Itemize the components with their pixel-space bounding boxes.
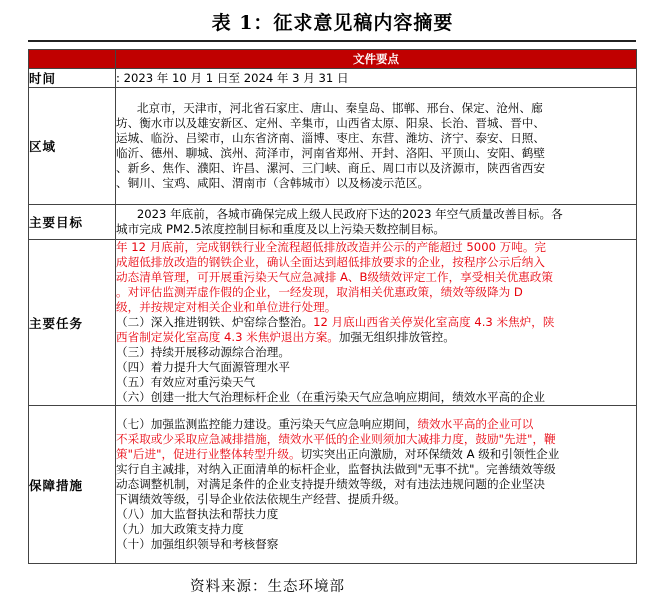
goal-content — [116, 205, 637, 240]
task-item-2-red-b: 西省制定炭化室高度 4.3 米焦炉退出方案。 — [116, 330, 339, 344]
safeguard-line-1 — [116, 417, 636, 432]
header-blank-cell — [29, 50, 116, 69]
goal-line: 城市完成 PM2.5浓度控制目标和重度及以上污染天数控制目标。 — [116, 222, 445, 236]
region-content — [116, 88, 637, 205]
region-line: 运城、临汾、吕梁市，山东省济南、淄博、枣庄、东营、潍坊、济宁、泰安、日照、 — [116, 131, 545, 145]
goal-line: 2023 年底前，各城市确保完成上级人民政府下达的2023 年空气质量改善目标。各 — [136, 207, 563, 221]
time-value: : 2023 年 10 月 1 日至 2024 年 3 月 31 日 — [116, 69, 637, 88]
task-item-2-suffix: 加强无组织排放管控。 — [338, 330, 455, 344]
region-line: 北京市，天津市，河北省石家庄、唐山、秦皇岛、邯郸、邢台、保定、沧州、廊 — [136, 101, 543, 115]
task-item: （五）有效应对重污染天气 — [116, 375, 256, 389]
label-time: 时间 — [29, 69, 116, 88]
task-red-line: 成超低排放改造的钢铁企业，确认全面达到超低排放要求的企业，按程序公示后纳入 — [116, 255, 545, 269]
task-item-2-prefix: （二）深入推进钢铁、炉窑综合整治。 — [116, 315, 314, 329]
row-time — [29, 69, 637, 88]
safeguard-line: 实行自主减排，对纳入正面清单的标杆企业，监督执法做到"无事不扰"。完善绩效等级 — [116, 462, 556, 476]
region-line: 、新乡、焦作、濮阳、许昌、漯河、三门峡、商丘、周口市以及济源市，陕西省西安 — [116, 161, 545, 175]
row-goal — [29, 205, 637, 240]
safeguard-line-3b: 切实突出正向激励，对环保绩效 A 级和引领性企业 — [300, 447, 560, 461]
label-tasks: 主要任务 — [29, 240, 116, 406]
safeguard-item: （十）加强组织领导和考核督察 — [116, 537, 279, 551]
tasks-content — [116, 240, 637, 406]
task-red-line: 年 12 月底前，完成钢铁行业全流程超低排放改造并公示的产能超过 5000 万吨。完 — [116, 240, 547, 254]
task-red-line: 动态清单管理，可开展重污染天气应急减排 A、B级绩效评定工作，享受相关优惠政策 — [116, 270, 553, 284]
safeguard-item: （八）加大监督执法和帮扶力度 — [116, 507, 279, 521]
table-header-row — [29, 50, 637, 69]
task-red-line: 级，并按规定对相关企业和单位进行处理。 — [116, 300, 337, 314]
safeguard-line-2: 不采取或少采取应急减排措施，绩效水平低的企业则须加大减排力度，鼓励"先进"，鞭 — [116, 432, 556, 446]
task-item: （六）创建一批大气治理标杆企业（在重污染天气应急响应期间，绩效水平高的企业 — [116, 390, 545, 404]
source-note: 资料来源：生态环境部 — [190, 579, 345, 595]
label-goal: 主要目标 — [29, 205, 116, 240]
safeguards-content — [116, 406, 637, 564]
row-region — [29, 88, 637, 205]
title-underline — [28, 40, 636, 42]
label-region: 区域 — [29, 88, 116, 205]
task-item: （四）着力提升大气面源管理水平 — [116, 360, 290, 374]
summary-table — [28, 49, 637, 564]
row-tasks — [29, 240, 637, 406]
task-item-2-cont — [116, 330, 636, 345]
region-line: 临沂、德州、聊城、滨州、菏泽市，河南省郑州、开封、洛阳、平顶山、安阳、鹤壁 — [116, 146, 545, 160]
safeguard-line-1a: （七）加强监测监控能力建设。重污染天气应急响应期间， — [116, 417, 418, 431]
safeguard-line-3a: 策"后进"，促进行业整体转型升级。 — [116, 447, 301, 461]
task-item: （三）持续开展移动源综合治理。 — [116, 345, 290, 359]
label-safeguards: 保障措施 — [29, 406, 116, 564]
row-safeguards — [29, 406, 637, 564]
safeguard-line-3 — [116, 447, 636, 462]
task-item-2-red: 12 月底山西省关停炭化室高度 4.3 米焦炉，陕 — [313, 315, 555, 329]
task-item-2 — [116, 315, 636, 330]
safeguard-line: 动态调整机制，对满足条件的企业支持提升绩效等级，对有违法违规问题的企业坚决 — [116, 477, 545, 491]
task-red-line: 。对评估监测弄虚作假的企业，一经发现，取消相关优惠政策，绩效等级降为 D — [116, 285, 523, 299]
region-line: 、铜川、宝鸡、咸阳、渭南市（含韩城市）以及杨凌示范区。 — [116, 176, 430, 190]
header-file-points: 文件要点 — [116, 50, 637, 69]
safeguard-line-1b: 绩效水平高的企业可以 — [417, 417, 534, 431]
safeguard-line: 下调绩效等级，引导企业依法依规生产经营、提质升级。 — [116, 492, 406, 506]
region-line: 坊、衡水市以及雄安新区、定州、辛集市，山西省太原、阳泉、长治、晋城、晋中、 — [116, 116, 545, 130]
table-title: 表 1：征求意见稿内容摘要 — [211, 12, 454, 34]
safeguard-item: （九）加大政策支持力度 — [116, 522, 244, 536]
